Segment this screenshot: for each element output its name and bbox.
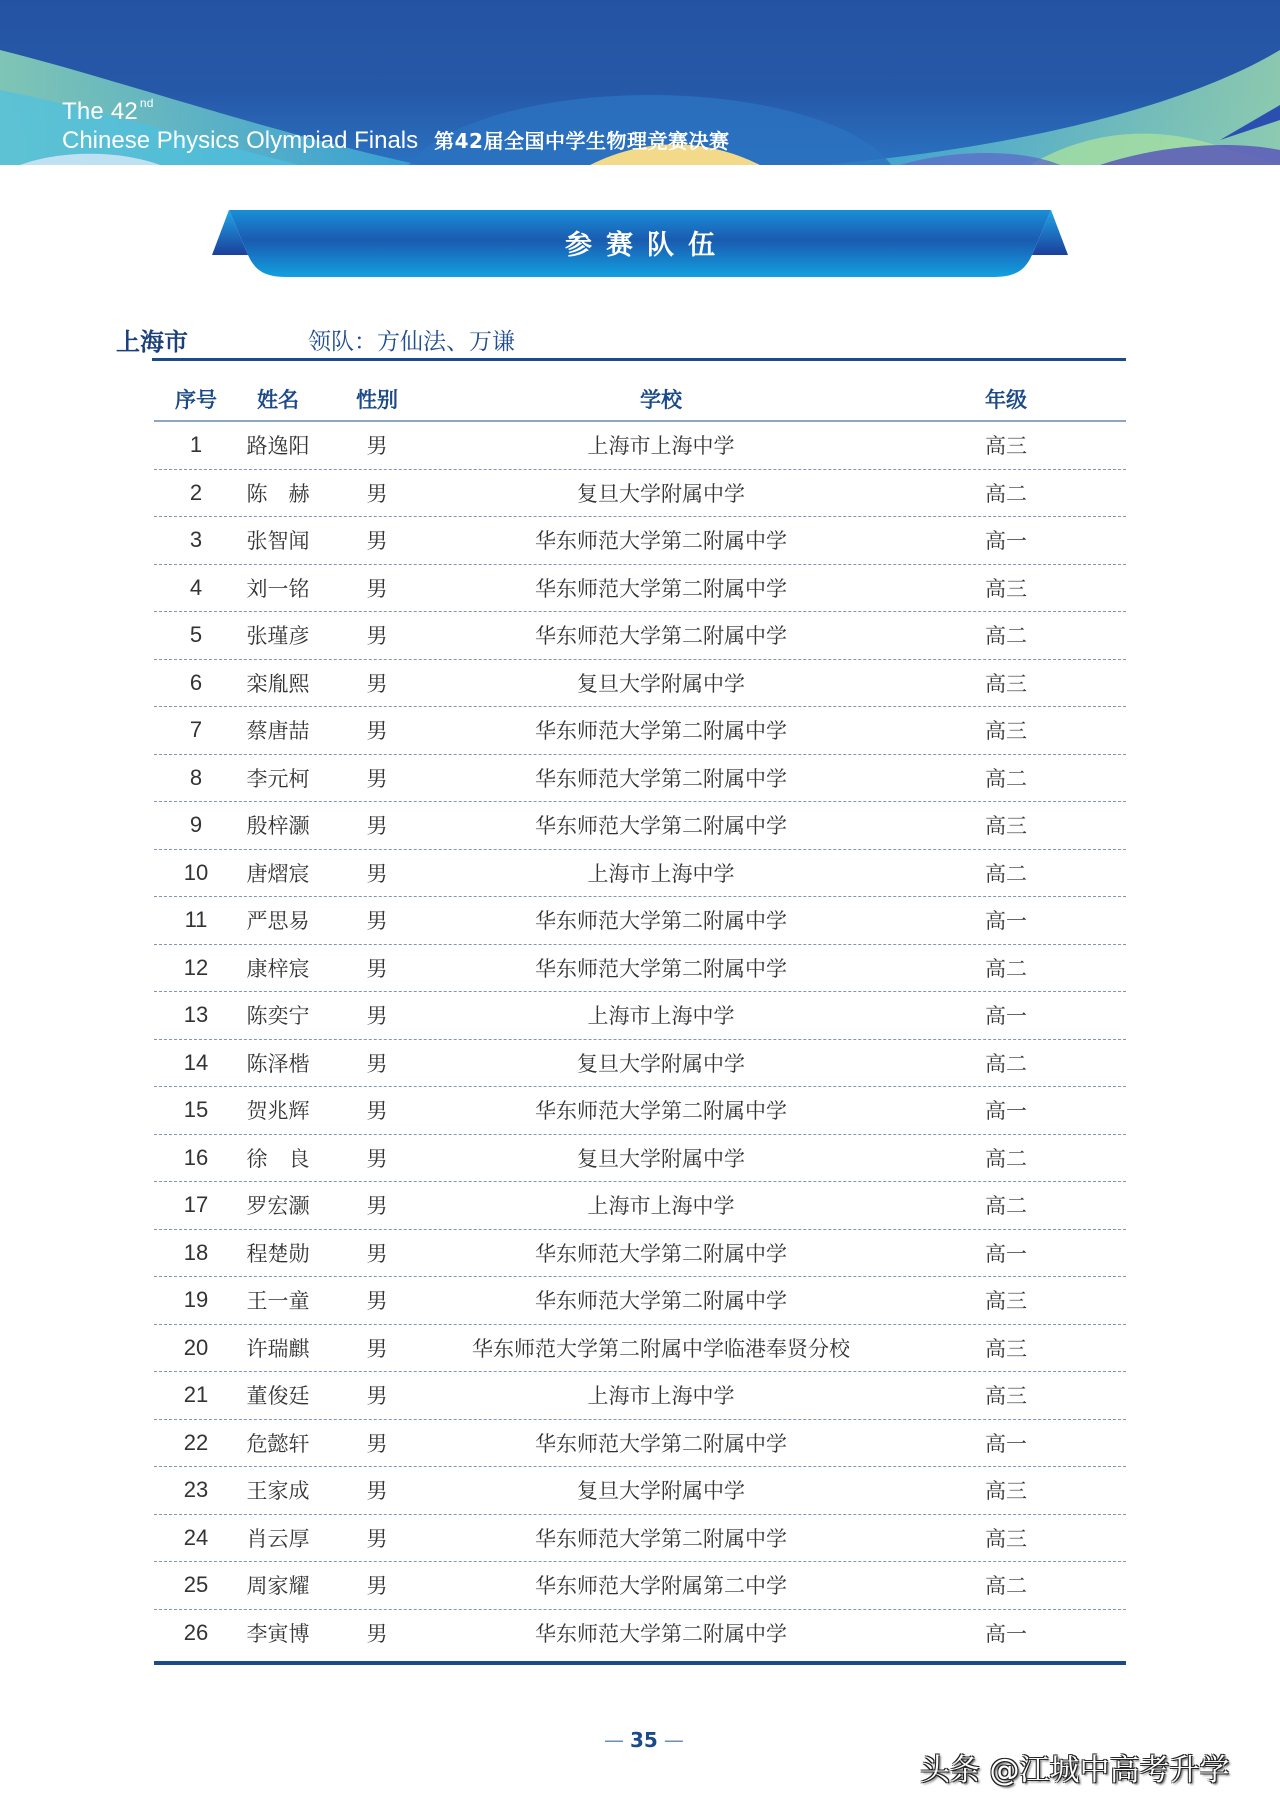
section-ribbon	[212, 207, 1068, 281]
table-bottom-rule	[154, 1661, 1126, 1665]
cell-grade: 高二	[985, 956, 1027, 981]
cell-sex: 男	[366, 1241, 388, 1266]
cell-number: 10	[183, 859, 209, 885]
cell-school: 华东师范大学第二附属中学	[535, 766, 787, 791]
table-row	[154, 422, 1126, 470]
cell-school: 华东师范大学第二附属中学	[535, 1241, 787, 1266]
cell-grade: 高三	[985, 719, 1027, 744]
cell-grade: 高一	[985, 1241, 1027, 1266]
cell-grade: 高三	[985, 814, 1027, 839]
cell-number: 1	[189, 432, 203, 458]
cell-sex: 男	[366, 576, 388, 601]
cell-grade: 高三	[985, 434, 1027, 459]
cell-grade: 高二	[985, 1574, 1027, 1599]
cell-grade: 高一	[985, 529, 1027, 554]
cell-grade: 高二	[985, 1051, 1027, 1076]
cell-number: 3	[189, 527, 203, 553]
table-row	[154, 660, 1126, 708]
cell-name: 王一童	[246, 1289, 310, 1314]
banner-subtitle	[62, 127, 729, 155]
ribbon-title: 参赛队伍	[565, 230, 729, 261]
cell-grade: 高三	[985, 1384, 1027, 1409]
cell-number: 7	[189, 717, 203, 743]
banner-english-title: Chinese Physics Olympiad Finals	[62, 127, 419, 154]
table-row	[154, 1515, 1126, 1563]
cell-name: 唐熠宸	[246, 861, 310, 886]
cell-name: 王家成	[246, 1479, 310, 1504]
table-row	[154, 802, 1126, 850]
cell-school: 华东师范大学第二附属中学临港奉贤分校	[472, 1336, 850, 1361]
cell-sex: 男	[366, 1289, 388, 1314]
table-row	[154, 707, 1126, 755]
cell-school: 华东师范大学第二附属中学	[535, 1431, 787, 1456]
cell-number: 15	[183, 1097, 209, 1123]
page-number	[598, 1728, 690, 1752]
cell-number: 16	[183, 1144, 209, 1170]
cell-name: 李寅博	[246, 1622, 310, 1647]
cell-grade: 高二	[985, 766, 1027, 791]
cell-sex: 男	[366, 861, 388, 886]
cell-name: 危懿轩	[246, 1431, 310, 1456]
table-row	[154, 945, 1126, 993]
cell-number: 18	[183, 1239, 209, 1265]
cell-sex: 男	[366, 1479, 388, 1504]
cell-grade: 高三	[985, 671, 1027, 696]
cell-grade: 高一	[985, 1004, 1027, 1029]
cell-grade: 高三	[985, 1526, 1027, 1551]
team-roster-table	[154, 378, 1126, 1657]
cell-name: 陈 赫	[246, 481, 310, 506]
cell-number: 12	[183, 954, 209, 980]
table-row	[154, 565, 1126, 613]
cell-grade: 高三	[985, 576, 1027, 601]
cell-number: 20	[183, 1334, 209, 1360]
cell-sex: 男	[366, 1004, 388, 1029]
cell-name: 栾胤熙	[246, 671, 310, 696]
cell-sex: 男	[366, 814, 388, 839]
table-row	[154, 897, 1126, 945]
cell-grade: 高二	[985, 1194, 1027, 1219]
table-row	[154, 1420, 1126, 1468]
cell-school: 华东师范大学第二附属中学	[535, 576, 787, 601]
cell-grade: 高一	[985, 1431, 1027, 1456]
heading-divider	[152, 358, 1126, 361]
cell-name: 徐 良	[246, 1146, 310, 1171]
table-row	[154, 1182, 1126, 1230]
cell-name: 李元柯	[246, 766, 310, 791]
cell-school: 复旦大学附属中学	[577, 481, 745, 506]
cell-sex: 男	[366, 719, 388, 744]
cell-number: 14	[183, 1049, 209, 1075]
cell-name: 周家耀	[246, 1574, 310, 1599]
cell-number: 11	[184, 907, 208, 933]
cell-school: 华东师范大学第二附属中学	[535, 909, 787, 934]
table-row	[154, 755, 1126, 803]
cell-school: 华东师范大学第二附属中学	[535, 814, 787, 839]
cell-school: 华东师范大学第二附属中学	[535, 1289, 787, 1314]
cell-sex: 男	[366, 956, 388, 981]
page-dash-right: —	[663, 1728, 684, 1752]
cell-sex: 男	[366, 1526, 388, 1551]
cell-grade: 高二	[985, 1146, 1027, 1171]
cell-sex: 男	[366, 1051, 388, 1076]
table-row	[154, 1610, 1126, 1658]
cell-school: 华东师范大学第二附属中学	[535, 624, 787, 649]
cell-name: 董俊廷	[246, 1384, 310, 1409]
cell-school: 复旦大学附属中学	[577, 1146, 745, 1171]
cell-grade: 高二	[985, 481, 1027, 506]
table-header	[154, 378, 1126, 422]
cell-sex: 男	[366, 1431, 388, 1456]
cell-name: 殷梓灏	[246, 814, 310, 839]
banner-edition	[62, 90, 729, 125]
cell-school: 上海市上海中学	[587, 434, 735, 459]
banner-title	[62, 90, 729, 155]
cell-sex: 男	[366, 1099, 388, 1124]
cell-number: 24	[183, 1524, 209, 1550]
table-row	[154, 1467, 1126, 1515]
header-name: 姓名	[257, 388, 299, 412]
cell-school: 上海市上海中学	[587, 1384, 735, 1409]
header-sex: 性别	[356, 388, 398, 412]
cell-grade: 高二	[985, 624, 1027, 649]
banner-edition-text: The 42	[62, 98, 138, 125]
team-leaders: 领队：方仙法、万谦	[308, 329, 515, 355]
cell-grade: 高三	[985, 1289, 1027, 1314]
cell-name: 罗宏灏	[246, 1194, 310, 1219]
table-row	[154, 1325, 1126, 1373]
cell-number: 22	[183, 1429, 209, 1455]
cell-school: 上海市上海中学	[587, 1004, 735, 1029]
table-row	[154, 517, 1126, 565]
cell-name: 程楚勋	[246, 1241, 310, 1266]
table-row	[154, 1040, 1126, 1088]
cell-school: 上海市上海中学	[587, 861, 735, 886]
cell-name: 刘一铭	[246, 576, 310, 601]
table-row	[154, 1135, 1126, 1183]
cell-number: 2	[189, 479, 203, 505]
cell-sex: 男	[366, 766, 388, 791]
banner-chinese-title: 第42届全国中学生物理竞赛决赛	[434, 129, 730, 153]
cell-school: 复旦大学附属中学	[577, 1051, 745, 1076]
cell-number: 17	[183, 1192, 209, 1218]
cell-sex: 男	[366, 624, 388, 649]
cell-school: 华东师范大学第二附属中学	[535, 1526, 787, 1551]
watermark: 头条 @江城中高考升学	[920, 1753, 1230, 1788]
cell-sex: 男	[366, 434, 388, 459]
cell-number: 13	[183, 1002, 209, 1028]
cell-name: 肖云厚	[246, 1526, 310, 1551]
cell-sex: 男	[366, 1384, 388, 1409]
cell-school: 上海市上海中学	[587, 1194, 735, 1219]
cell-name: 张瑾彦	[246, 624, 310, 649]
cell-name: 陈泽楷	[246, 1051, 310, 1076]
cell-name: 许瑞麒	[246, 1336, 310, 1361]
page-number-value: 35	[630, 1728, 658, 1752]
cell-sex: 男	[366, 1622, 388, 1647]
cell-number: 19	[183, 1287, 209, 1313]
cell-school: 华东师范大学第二附属中学	[535, 1622, 787, 1647]
cell-grade: 高一	[985, 1099, 1027, 1124]
cell-name: 蔡唐喆	[246, 719, 310, 744]
cell-grade: 高三	[985, 1336, 1027, 1361]
cell-number: 9	[189, 812, 203, 838]
banner-edition-suffix: nd	[139, 96, 154, 110]
cell-number: 21	[183, 1382, 209, 1408]
cell-number: 25	[183, 1572, 209, 1598]
table-row	[154, 992, 1126, 1040]
cell-number: 26	[183, 1620, 209, 1646]
cell-grade: 高二	[985, 861, 1027, 886]
cell-number: 6	[189, 669, 203, 695]
table-row	[154, 1372, 1126, 1420]
table-row	[154, 612, 1126, 660]
header-school: 学校	[640, 388, 682, 412]
cell-school: 华东师范大学第二附属中学	[535, 956, 787, 981]
cell-school: 华东师范大学第二附属中学	[535, 529, 787, 554]
cell-sex: 男	[366, 909, 388, 934]
team-city: 上海市	[116, 328, 188, 356]
table-row	[154, 850, 1126, 898]
cell-school: 华东师范大学附属第二中学	[535, 1574, 787, 1599]
cell-sex: 男	[366, 671, 388, 696]
cell-sex: 男	[366, 481, 388, 506]
cell-sex: 男	[366, 1336, 388, 1361]
cell-sex: 男	[366, 1574, 388, 1599]
cell-name: 张智闻	[246, 529, 310, 554]
cell-grade: 高一	[985, 1622, 1027, 1647]
cell-name: 贺兆辉	[246, 1099, 310, 1124]
cell-sex: 男	[366, 529, 388, 554]
cell-school: 复旦大学附属中学	[577, 1479, 745, 1504]
page-dash-left: —	[604, 1728, 624, 1752]
cell-sex: 男	[366, 1194, 388, 1219]
cell-name: 路逸阳	[246, 434, 310, 459]
cell-number: 23	[183, 1477, 209, 1503]
table-row	[154, 1562, 1126, 1610]
cell-school: 华东师范大学第二附属中学	[535, 1099, 787, 1124]
header-grade: 年级	[985, 388, 1027, 412]
header-banner	[0, 0, 1280, 165]
table-row	[154, 1277, 1126, 1325]
cell-name: 康梓宸	[246, 956, 310, 981]
cell-name: 严思易	[246, 909, 310, 934]
cell-grade: 高三	[985, 1479, 1027, 1504]
cell-number: 5	[189, 622, 203, 648]
table-row	[154, 1230, 1126, 1278]
cell-sex: 男	[366, 1146, 388, 1171]
cell-school: 华东师范大学第二附属中学	[535, 719, 787, 744]
table-row	[154, 1087, 1126, 1135]
header-number: 序号	[175, 388, 217, 412]
team-heading	[116, 322, 1126, 362]
cell-school: 复旦大学附属中学	[577, 671, 745, 696]
table-row	[154, 470, 1126, 518]
table-body	[154, 422, 1126, 1657]
cell-number: 4	[189, 574, 203, 600]
cell-number: 8	[189, 764, 203, 790]
cell-grade: 高一	[985, 909, 1027, 934]
cell-name: 陈奕宁	[246, 1004, 310, 1029]
